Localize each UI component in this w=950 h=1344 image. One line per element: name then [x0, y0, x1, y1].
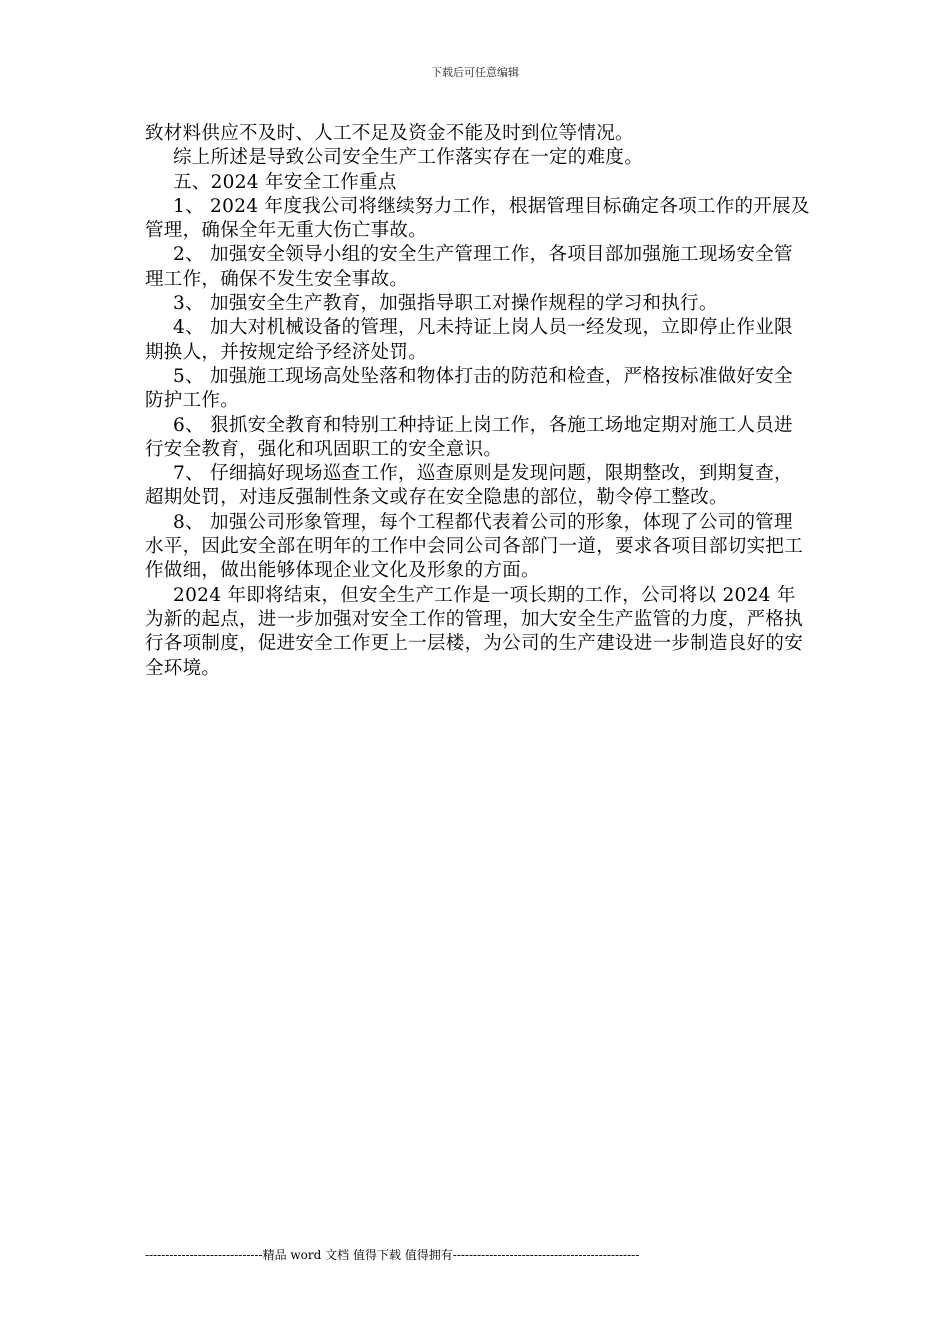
section-heading: 五、2024 年安全工作重点: [173, 171, 397, 193]
list-item-1: 1、 2024 年度我公司将继续努力工作，根据管理目标确定各项工作的开展及管理，确保全年无重大伤亡事故。: [145, 195, 810, 242]
paragraph-continuation: 致材料供应不及时、人工不足及资金不能及时到位等情况。: [145, 123, 634, 144]
document-body: [145, 122, 810, 681]
list-item-2: 2、 加强安全领导小组的安全生产管理工作，各项目部加强施工现场安全管理工作，确保不发生安全事故。: [145, 244, 793, 290]
list-item-8: 8、 加强公司形象管理，每个工程都代表着公司的形象，体现了公司的管理水平，因此安全部在明年的工作中会同公司各部门一道，要求各项目部切实把工作做细，做出能够体现企业文化及形象的方面。: [145, 511, 804, 582]
list-item-5: 5、 加强施工现场高处坠落和物体打击的防范和检查，严格按标准做好安全防护工作。: [145, 365, 793, 412]
list-item-3: 3、 加强安全生产教育，加强指导职工对操作规程的学习和执行。: [173, 293, 718, 315]
list-item-6: 6、 狠抓安全教育和特别工种持证上岗工作，各施工场地定期对施工人员进行安全教育，强化和巩固职工的安全意识。: [145, 414, 793, 460]
paragraph-conclusion: 2024 年即将结束，但安全生产工作是一项长期的工作，公司将以 2024 年为新的起点，进一步加强对安全工作的管理，加大安全生产监管的力度，严格执行各项制度，促进安全工作更上一层楼，为公司的生产建设进一步制造良好的安全环境。: [145, 584, 804, 679]
page-header: 下载后可任意编辑: [431, 66, 519, 79]
list-item-7: 7、 仔细搞好现场巡查工作，巡查原则是发现问题，限期整改，到期复查，超期处罚，对违反强制性条文或存在安全隐患的部位，勒令停工整改。: [145, 463, 793, 509]
list-item-4: 4、 加大对机械设备的管理，凡未持证上岗人员一经发现，立即停止作业限期换人，并按规定给予经济处罚。: [145, 317, 793, 363]
page-footer: -----------------------------精品 word 文档 值得下载 值得拥有----------------------------------------------: [145, 1248, 640, 1262]
paragraph-summary: 综上所述是导致公司安全生产工作落实存在一定的难度。: [173, 147, 644, 169]
